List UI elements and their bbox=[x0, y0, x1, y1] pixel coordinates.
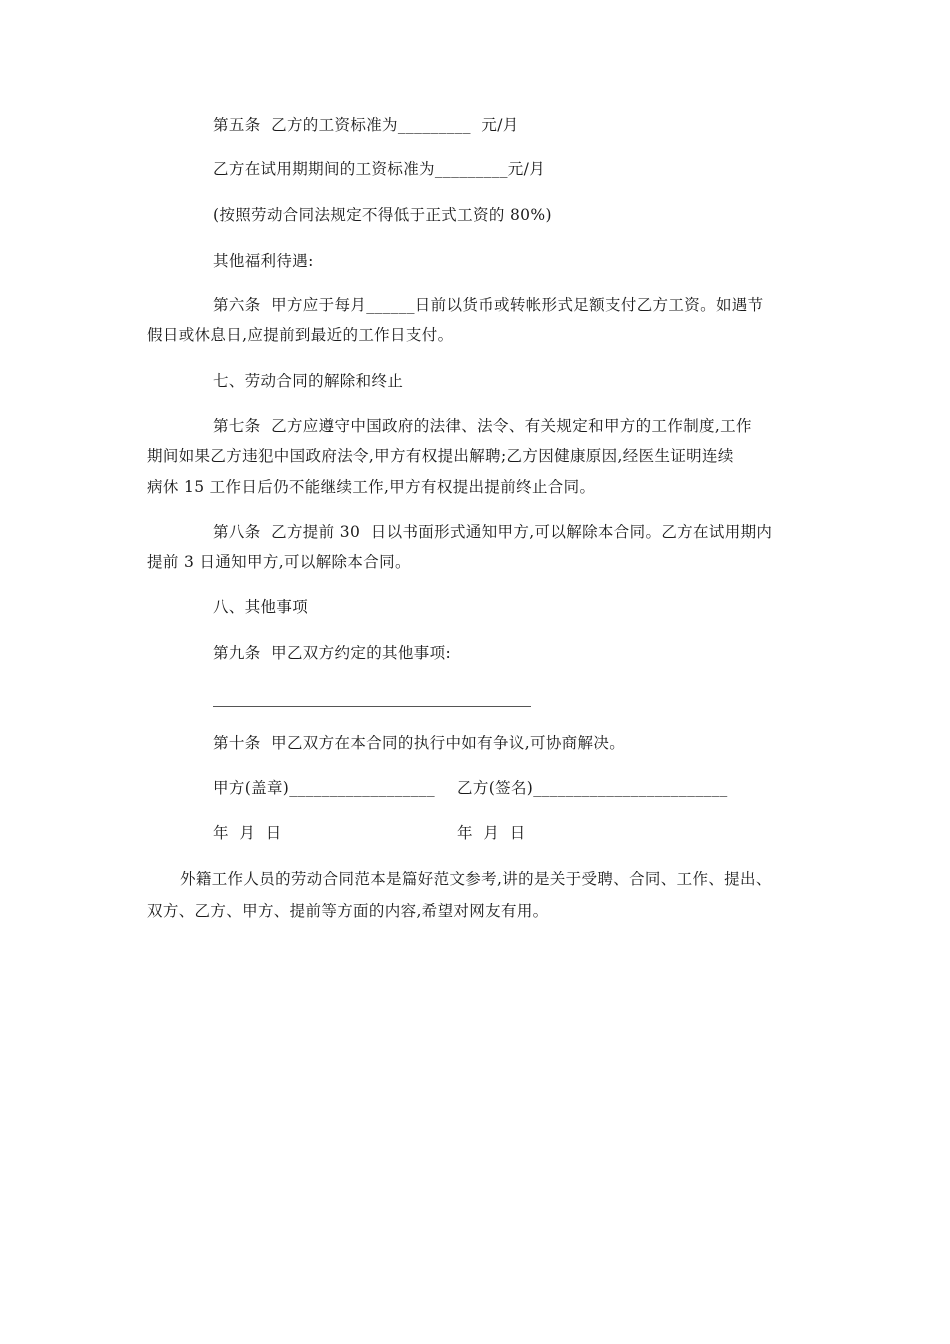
article-10: 第十条 甲乙双方在本合同的执行中如有争议,可协商解决。 bbox=[213, 734, 626, 752]
article-5-note: (按照劳动合同法规定不得低于正式工资的 80%) bbox=[213, 206, 552, 224]
signature-party-b: 乙方(签名)________________________ bbox=[457, 779, 728, 797]
article-8-line-1: 第八条 乙方提前 30 日以书面形式通知甲方,可以解除本合同。乙方在试用期内 bbox=[213, 523, 773, 541]
section-7-heading: 七、劳动合同的解除和终止 bbox=[213, 372, 404, 390]
article-5-probation-salary: 乙方在试用期期间的工资标准为_________元/月 bbox=[213, 160, 546, 178]
article-7-line-1: 第七条 乙方应遵守中国政府的法律、法令、有关规定和甲方的工作制度,工作 bbox=[213, 417, 752, 435]
date-party-b: 年 月 日 bbox=[457, 824, 526, 842]
article-7-line-2: 期间如果乙方违犯中国政府法令,甲方有权提出解聘;乙方因健康原因,经医生证明连续 bbox=[147, 447, 734, 465]
article-6-line-1: 第六条 甲方应于每月______日前以货币或转帐形式足额支付乙方工资。如遇节 bbox=[213, 296, 764, 314]
article-8-line-2: 提前 3 日通知甲方,可以解除本合同。 bbox=[147, 553, 411, 571]
article-7-line-3: 病休 15 工作日后仍不能继续工作,甲方有权提出提前终止合同。 bbox=[147, 478, 596, 496]
blank-fill-line bbox=[213, 706, 531, 707]
summary-line-2: 双方、乙方、甲方、提前等方面的内容,希望对网友有用。 bbox=[147, 902, 549, 920]
summary-line-1: 外籍工作人员的劳动合同范本是篇好范文参考,讲的是关于受聘、合同、工作、提出、 bbox=[180, 870, 772, 888]
article-9: 第九条 甲乙双方约定的其他事项: bbox=[213, 644, 452, 662]
article-6-line-2: 假日或休息日,应提前到最近的工作日支付。 bbox=[147, 326, 454, 344]
signature-party-a: 甲方(盖章)__________________ bbox=[213, 779, 435, 797]
article-5-welfare: 其他福利待遇: bbox=[213, 252, 314, 270]
article-5-salary: 第五条 乙方的工资标准为_________ 元/月 bbox=[213, 116, 519, 134]
date-party-a: 年 月 日 bbox=[213, 824, 282, 842]
section-8-heading: 八、其他事项 bbox=[213, 598, 309, 616]
